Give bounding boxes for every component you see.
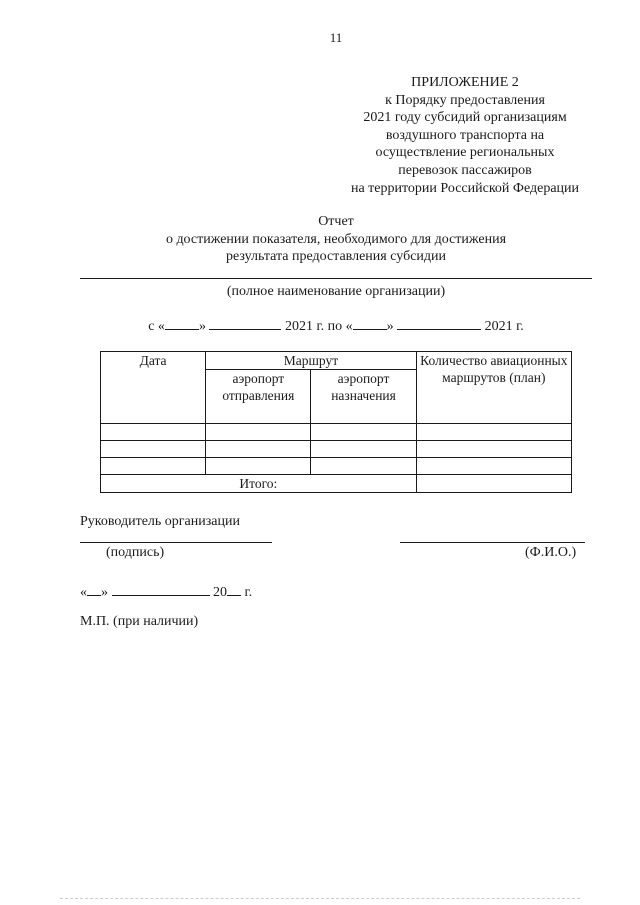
table-cell bbox=[206, 458, 311, 475]
report-heading bbox=[80, 213, 592, 266]
appendix-title: ПРИЛОЖЕНИЕ 2 bbox=[411, 75, 519, 90]
period-from-close: » bbox=[198, 319, 206, 334]
table-cell bbox=[416, 441, 571, 458]
blank-day-from bbox=[165, 316, 199, 330]
table-cell bbox=[206, 424, 311, 441]
appendix-line: воздушного транспорта на bbox=[385, 127, 545, 143]
report-subtitle: о достижении показателя, необходимого для достижения bbox=[165, 231, 507, 247]
total-row bbox=[101, 475, 572, 493]
blank-day bbox=[87, 582, 101, 596]
organization-caption: (полное наименование организации) bbox=[226, 284, 446, 299]
table-row bbox=[101, 458, 572, 475]
date-close-quote: » bbox=[101, 585, 108, 600]
table-cell bbox=[101, 441, 206, 458]
appendix-line: на территории Российской Федерации bbox=[350, 180, 580, 196]
appendix-line: осуществление региональных bbox=[375, 145, 555, 161]
signature-line bbox=[80, 542, 272, 543]
appendix-line: перевозок пассажиров bbox=[398, 162, 532, 178]
appendix-line: к Порядку предоставления bbox=[385, 92, 545, 108]
table-cell bbox=[311, 458, 416, 475]
head-of-organization-label: Руководитель организации bbox=[80, 514, 240, 529]
report-title: Отчет bbox=[318, 214, 354, 229]
report-subtitle: результата предоставления субсидии bbox=[225, 249, 447, 265]
signature-caption: (подпись) bbox=[106, 545, 165, 560]
blank-month-from bbox=[209, 316, 281, 330]
table-cell bbox=[416, 458, 571, 475]
blank-year bbox=[227, 582, 241, 596]
blank-month bbox=[112, 582, 210, 596]
blank-day-to bbox=[353, 316, 387, 330]
header-arrival-airport: аэропорт назначения bbox=[311, 370, 416, 424]
stamp-label: М.П. (при наличии) bbox=[80, 614, 199, 629]
table-cell bbox=[416, 424, 571, 441]
date-year-suffix: г. bbox=[244, 585, 253, 600]
appendix-line: 2021 году субсидий организациям bbox=[363, 110, 567, 126]
table-row bbox=[101, 441, 572, 458]
date-year-prefix: 20 bbox=[213, 585, 227, 600]
blank-month-to bbox=[397, 316, 481, 330]
period-to-close: » bbox=[386, 319, 394, 334]
table-cell bbox=[311, 441, 416, 458]
reporting-period bbox=[0, 316, 640, 335]
full-name-line bbox=[400, 542, 585, 543]
period-from-prefix: с « bbox=[148, 319, 165, 334]
header-route: Маршрут bbox=[206, 352, 416, 370]
bottom-rule bbox=[60, 898, 580, 899]
table-cell bbox=[311, 424, 416, 441]
header-date: Дата bbox=[101, 352, 206, 424]
page-number: 11 bbox=[329, 30, 343, 45]
full-name-caption: (Ф.И.О.) bbox=[525, 545, 577, 560]
header-count: Количество авиационных маршрутов (план) bbox=[416, 352, 571, 424]
appendix-header bbox=[330, 74, 600, 197]
table-row bbox=[101, 424, 572, 441]
total-value-cell bbox=[416, 475, 571, 493]
date-open-quote: « bbox=[80, 585, 87, 600]
organization-name-line bbox=[80, 278, 592, 279]
total-label: Итого: bbox=[101, 475, 417, 493]
date-line bbox=[80, 582, 252, 601]
report-table bbox=[100, 351, 572, 493]
period-year-from: 2021 г. по « bbox=[284, 319, 353, 334]
table-cell bbox=[101, 424, 206, 441]
table-cell bbox=[101, 458, 206, 475]
period-year-to: 2021 г. bbox=[484, 319, 524, 334]
header-departure-airport: аэропорт отправления bbox=[206, 370, 311, 424]
table-cell bbox=[206, 441, 311, 458]
